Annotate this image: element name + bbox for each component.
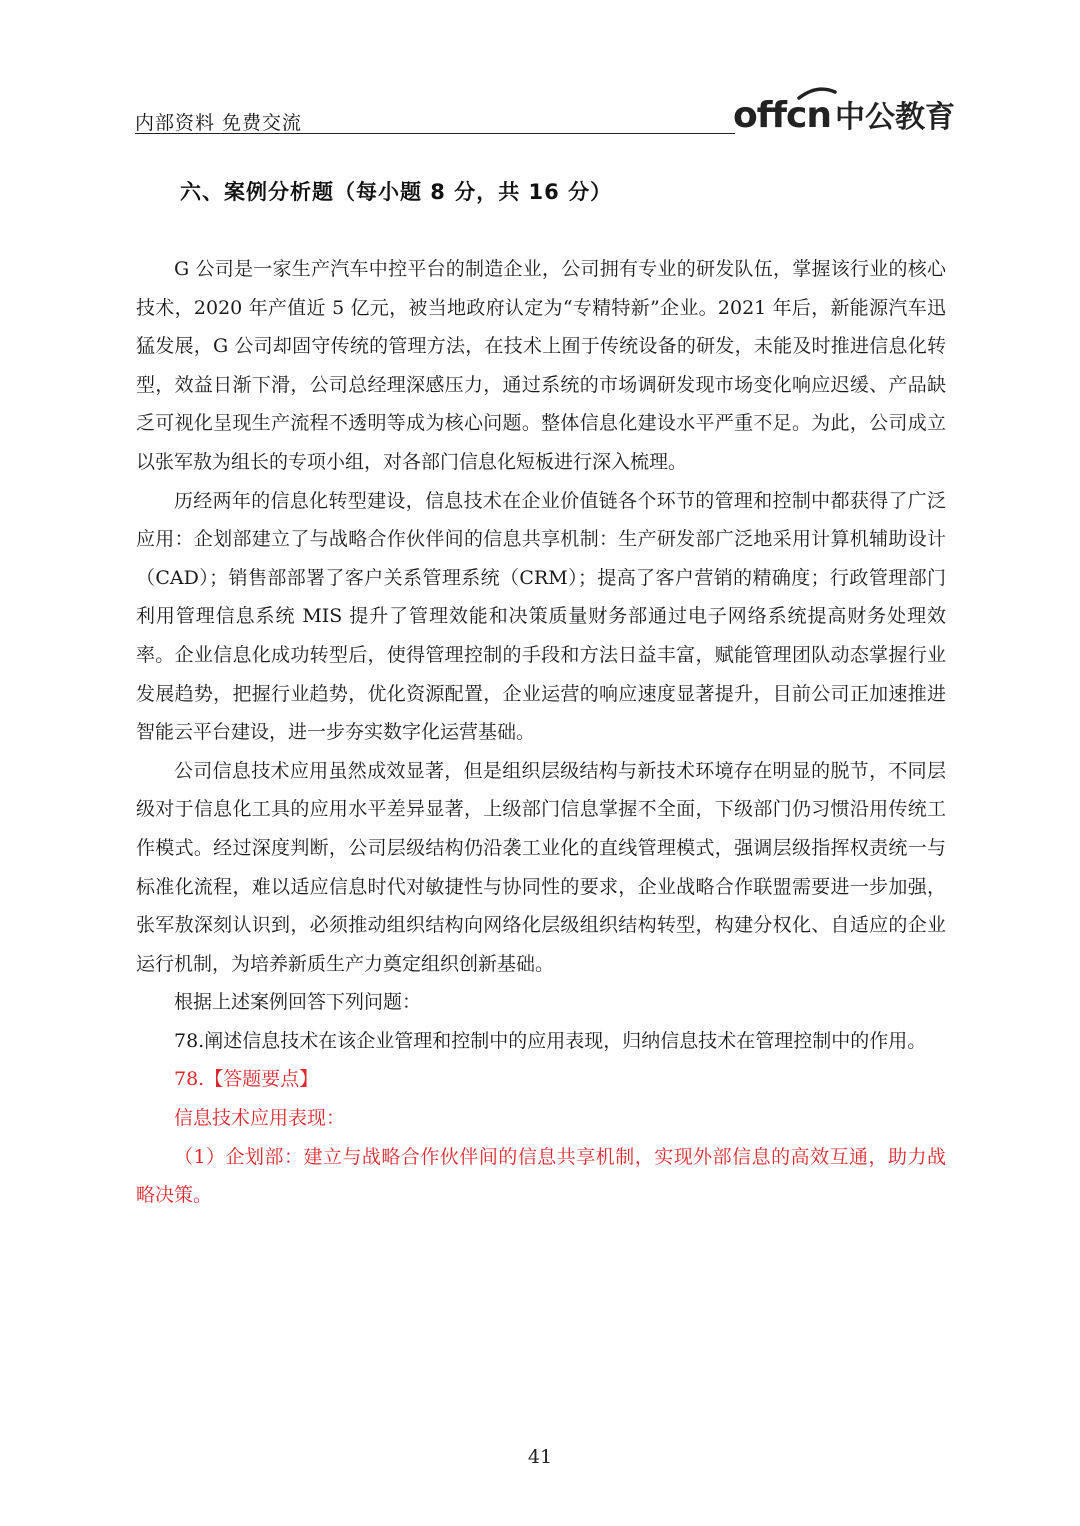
logo-text: 中公教育: [835, 100, 955, 135]
page-header: [135, 88, 955, 138]
logo-mark: offcn: [732, 95, 831, 136]
offcn-logo: [733, 90, 955, 134]
section-title: 六、案例分析题（每小题 8 分，共 16 分）: [180, 180, 613, 204]
page-number: 41: [527, 1446, 553, 1468]
answer-heading: 78.【答题要点】: [174, 1068, 319, 1091]
question-78: 78.阐述信息技术在该企业管理和控制中的应用表现，归纳信息技术在管理控制中的作用。: [174, 1029, 927, 1052]
header-label: 内部资料 免费交流: [135, 112, 303, 134]
case-paragraph-3: 公司信息技术应用虽然成效显著，但是组织层级结构与新技术环境存在明显的脱节，不同层级对于信息化工具的应用水平差异显著，上级部门信息掌握不全面，下级部门仍习惯沿用传统工作模式。经过深度判断，公司层级结构仍沿袭工业化的直线管理模式，强调层级指挥权责统一与标准化流程，难以适应信息时代对敏捷性与协同性的要求，企业战略合作联盟需要进一步加强，张军敖深刻认识到，必须推动组织结构向网络化层级组织结构转型，构建分权化、自适应的企业运行机制，为培养新质生产力奠定组织创新基础。: [136, 759, 946, 975]
question-intro: 根据上述案例回答下列问题：: [174, 991, 422, 1014]
case-paragraph-2: 历经两年的信息化转型建设，信息技术在企业价值链各个环节的管理和控制中都获得了广泛应用：企划部建立了与战略合作伙伴间的信息共享机制：生产研发部广泛地采用计算机辅助设计（CAD）；销售部部署了客户关系管理系统（CRM）；提高了客户营销的精确度；行政管理部门利用管理信息系统 MIS 提升了管理效能和决策质量财务部通过电子网络系统提高财务处理效率。企业信息化成功转型后，使得管理控制的手段和方法日益丰富，赋能管理团队动态掌握行业发展趋势，把握行业趋势，优化资源配置，企业运营的响应速度显著提升，目前公司正加速推进智能云平台建设，进一步夯实数字化运营基础。: [136, 489, 946, 744]
document-body: [136, 250, 946, 1215]
answer-point-1: （1）企划部：建立与战略合作伙伴间的信息共享机制，实现外部信息的高效互通，助力战略决策。: [136, 1145, 946, 1207]
logo-swoosh-icon: [797, 86, 837, 100]
answer-subheading: 信息技术应用表现：: [174, 1107, 346, 1130]
case-paragraph-1: G 公司是一家生产汽车中控平台的制造企业，公司拥有专业的研发队伍，掌握该行业的核心技术，2020 年产值近 5 亿元，被当地政府认定为“专精特新”企业。2021 年后，新能源汽车迅猛发展，G 公司却固守传统的管理方法，在技术上囿于传统设备的研发，未能及时推进信息化转型，效益日渐下滑，公司总经理深感压力，通过系统的市场调研发现市场变化响应迟缓、产品缺乏可视化呈现生产流程不透明等成为核心问题。整体信息化建设水平严重不足。为此，公司成立以张军敖为组长的专项小组，对各部门信息化短板进行深入梳理。: [136, 258, 946, 473]
header-rule: [135, 133, 735, 134]
